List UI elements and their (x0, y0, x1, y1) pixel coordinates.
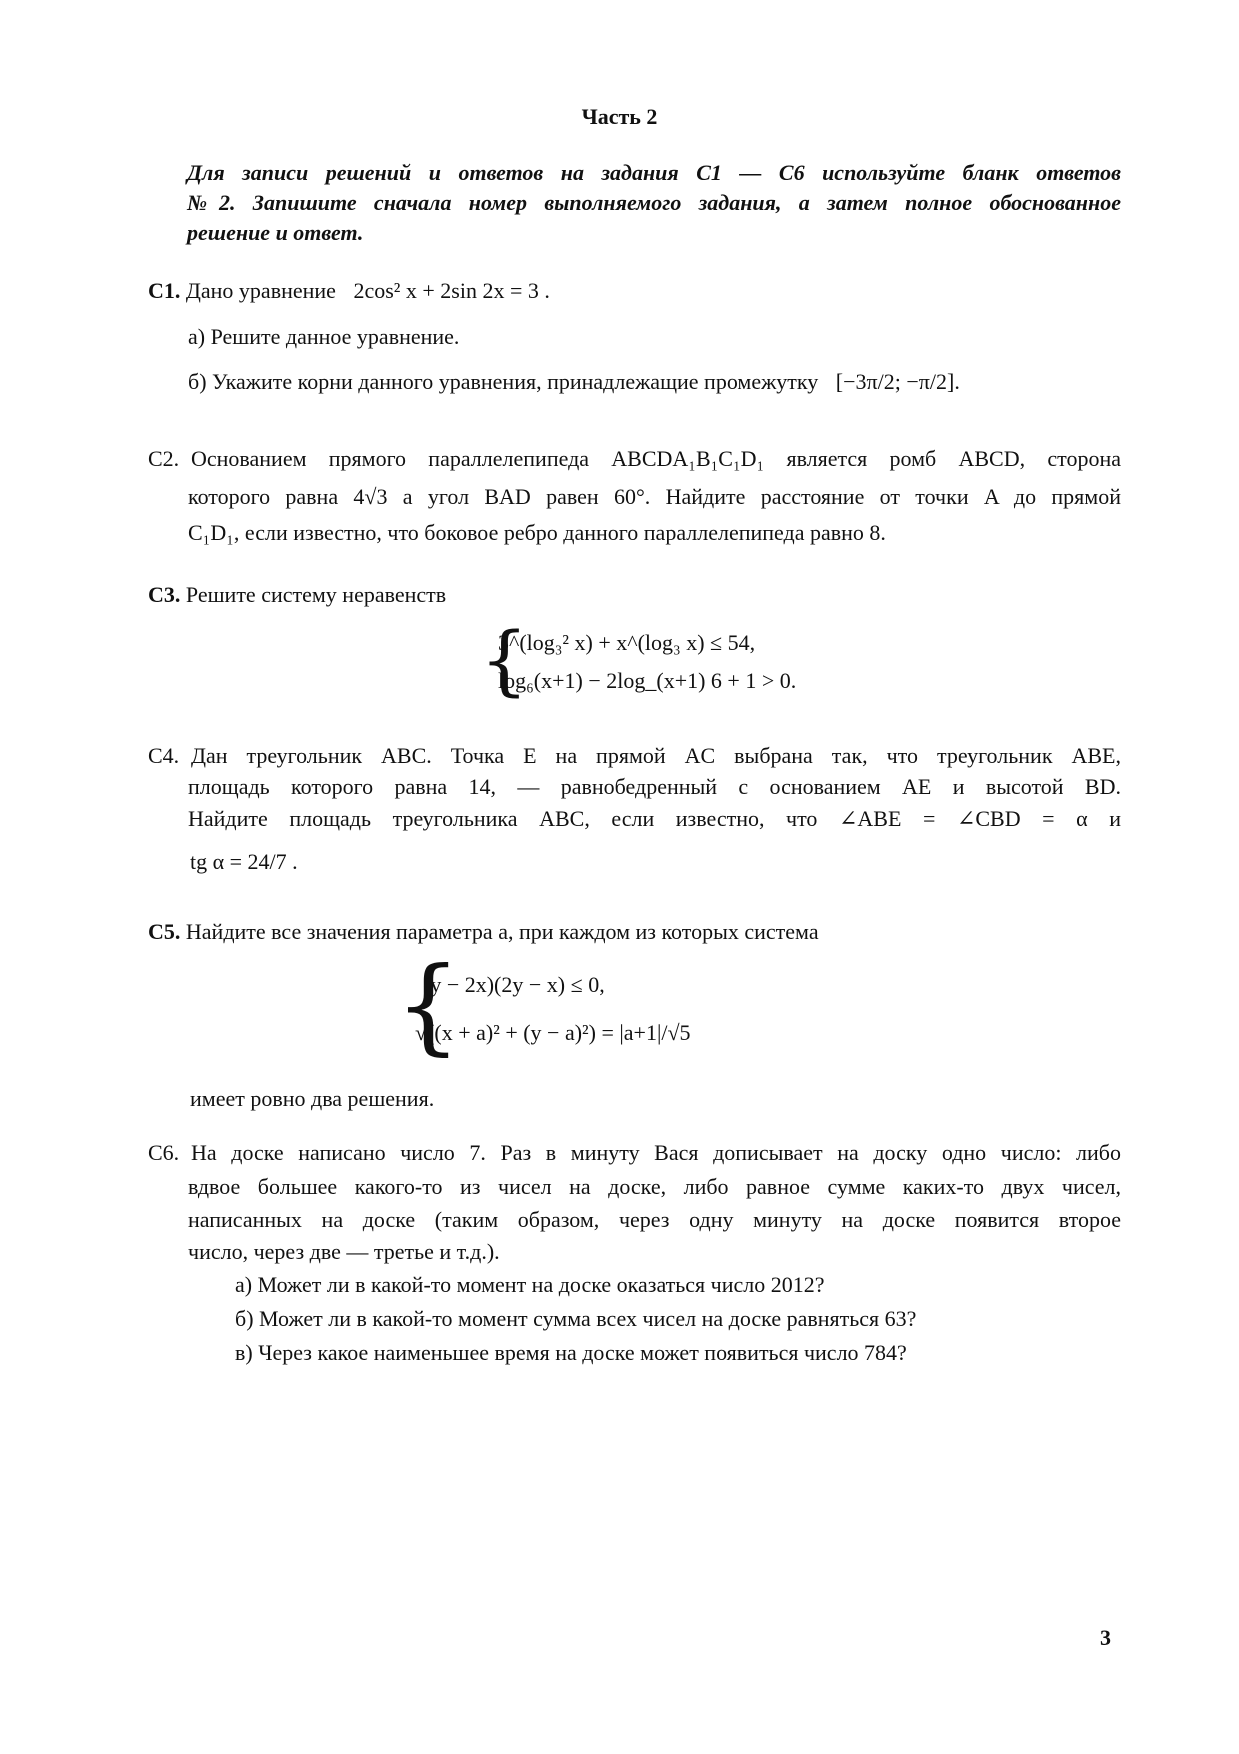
task-c1-equation: 2cos² x + 2sin 2x = 3 . (353, 278, 550, 303)
task-c6-line-3: написанных на доске (таким образом, через одну минуту на доске появится второе (188, 1207, 1121, 1232)
task-c1-part-a: а) Решите данное уравнение. (188, 324, 460, 349)
task-c3 (148, 578, 446, 612)
page-title: Часть 2 (581, 104, 658, 129)
task-c5-label: С5. (148, 919, 181, 944)
task-c3-system (480, 615, 800, 704)
task-c5-outro: имеет ровно два решения. (190, 1086, 435, 1111)
task-c5-intro: Найдите все значения параметра a, при каждом из которых система (185, 919, 819, 944)
page-number: 3 (1100, 1625, 1111, 1650)
task-c4-label: С4. (148, 743, 180, 768)
task-c4-line-1: Дан треугольник ABC. Точка E на прямой AC выбрана так, что треугольник ABE, (191, 743, 1121, 768)
task-c4-line-2: площадь которого равна 14, — равнобедренный с основанием AE и высотой BD. (188, 774, 1121, 799)
task-c1 (148, 274, 550, 308)
task-c5-equation-1: (y − 2x)(2y − x) ≤ 0, (423, 972, 605, 997)
instructions-line-1: Для записи решений и ответов на задания С1 — С6 используйте бланк ответов (187, 160, 1121, 185)
task-c1-part-b (188, 365, 960, 399)
task-c1-intro: Дано уравнение (185, 278, 336, 303)
task-c2-line-2: которого равна 4√3 а угол BAD равен 60°. Найдите расстояние от точки A до прямой (188, 484, 1121, 509)
task-c5-equation-2: √((x + a)² + (y − a)²) = |a+1|/√5 (415, 1020, 691, 1045)
task-c6-line-2: вдвое большее какого-то из чисел на доске, либо равное сумме каких-то двух чисел, (188, 1174, 1121, 1199)
task-c6-line-4: число, через две — третье и т.д.). (188, 1239, 500, 1264)
task-c2-line-3: C₁D₁, если известно, что боковое ребро данного параллелепипеда равно 8. (188, 520, 886, 545)
task-c3-label: С3. (148, 582, 181, 607)
instructions-line-3: решение и ответ. (187, 220, 364, 245)
task-c5 (148, 915, 819, 949)
task-c6-part-b: б) Может ли в какой-то момент сумма всех чисел на доске равняться 63? (235, 1306, 917, 1331)
task-c5-system (395, 944, 715, 1072)
left-brace-icon: { (395, 944, 462, 1066)
task-c4-line-3: Найдите площадь треугольника ABC, если известно, что ∠ABE = ∠CBD = α и (188, 806, 1121, 831)
task-c3-intro: Решите систему неравенств (185, 582, 447, 607)
task-c1-part-b-text: б) Укажите корни данного уравнения, принадлежащие промежутку (188, 369, 819, 394)
task-c6-label: С6. (148, 1140, 180, 1165)
instructions-line-2: №2. Запишите сначала номер выполняемого задания, а затем полное обоснованное (187, 190, 1121, 215)
task-c4-line-4: tg α = 24/7 . (190, 849, 298, 874)
instructions (187, 158, 1121, 248)
task-c2-label: С2. (148, 446, 180, 471)
task-c3-inequality-1: 3^(log₃² x) + x^(log₃ x) ≤ 54, (498, 630, 756, 655)
task-c1-label: С1. (148, 278, 181, 303)
task-c3-inequality-2: log₆(x+1) − 2log_(x+1) 6 + 1 > 0. (498, 668, 797, 693)
left-brace-icon: { (480, 615, 529, 704)
task-c2-line-1: Основанием прямого параллелепипеда ABCDA₁B₁C₁D₁ является ромб ABCD, сторона (191, 446, 1121, 471)
task-c1-interval: [−3π/2; −π/2]. (835, 369, 960, 394)
task-c6-line-1: На доске написано число 7. Раз в минуту Вася дописывает на доску одно число: либо (191, 1140, 1121, 1165)
task-c6-part-a: а) Может ли в какой-то момент на доске оказаться число 2012? (235, 1272, 825, 1297)
task-c6-part-c: в) Через какое наименьшее время на доске может появиться число 784? (235, 1340, 907, 1365)
